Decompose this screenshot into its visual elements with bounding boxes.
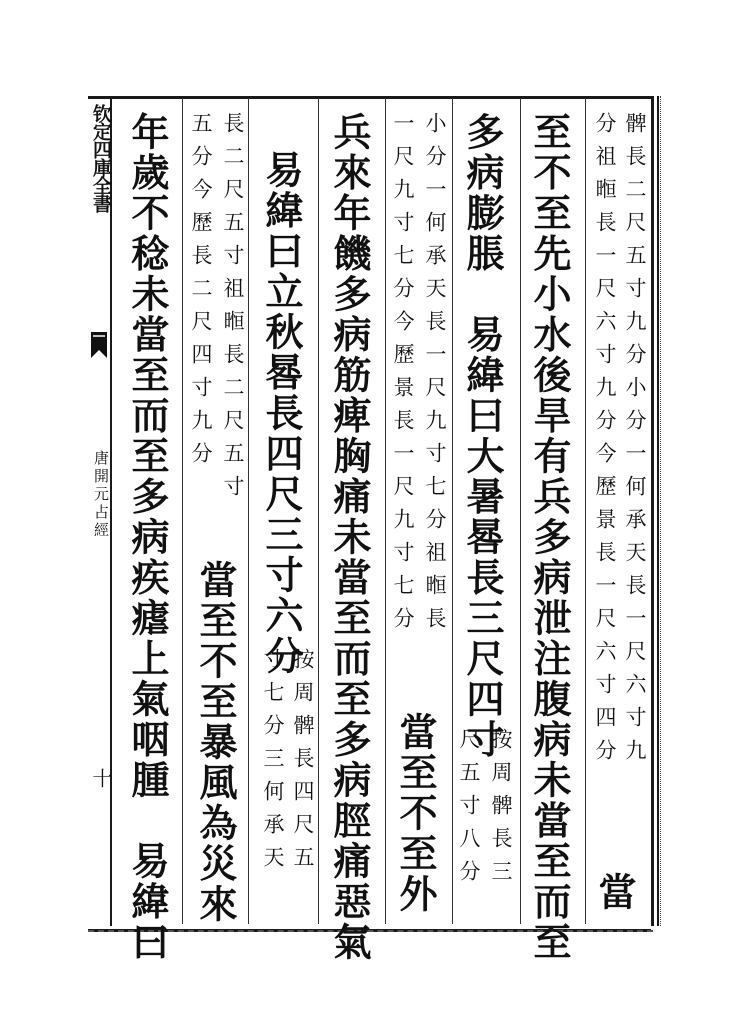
main-text-column: 當 — [592, 872, 637, 913]
right-border — [651, 96, 659, 926]
annotation-line: 長二尺五寸祖暅長二尺五寸 — [221, 112, 245, 508]
main-text-column: 至不至先小水後旱有兵多病泄注腹病未當至而至 — [527, 112, 572, 963]
main-text-column: 當至不至外 — [393, 712, 438, 915]
column-rule — [585, 98, 586, 924]
main-text-column: 兵來年饑多病筋痺胸痛未當至而至多病脛痛惡氣 — [327, 112, 372, 963]
main-text-column: 年歲不稔未當至而至多病疾瘧上氣咽腫 易緯曰 — [125, 112, 170, 963]
column-rule — [182, 98, 183, 924]
annotation-line: 小分一何承天長一尺九寸七分祖暅長 — [423, 112, 447, 640]
main-text-column: 多病膨脹 易緯曰大暑晷長三尺四寸 — [460, 112, 505, 760]
book-title: 钦定四庫全書 — [90, 104, 112, 212]
annotation-line: 一尺九寸七分今歷景長一尺九寸七分 — [391, 112, 415, 640]
annotation-line: 髀長二尺五寸九分小分一何承天長一尺六寸九 — [623, 112, 647, 772]
annotation-line: 尺五寸八分 — [457, 728, 481, 893]
edge-specks — [660, 96, 664, 926]
annotation-line: 按周髀長三 — [489, 728, 513, 893]
annotation-line: 按周髀長四尺五 — [291, 648, 315, 879]
column-rule — [452, 98, 453, 924]
annotation-line: 寸七分三何承天 — [261, 648, 285, 879]
main-text-column: 易緯曰立秋晷長四尺三寸六分 — [259, 150, 304, 677]
annotation-line: 分祖暅長一尺六寸九分今歷景長一尺六寸四分 — [593, 112, 617, 772]
annotation-line: 五分今歷長二尺四寸九分 — [189, 112, 213, 475]
page-number: 十 — [89, 768, 113, 788]
column-rule — [520, 98, 521, 924]
main-text-column: 當至不至暴風為災來 — [193, 560, 238, 925]
column-rule — [385, 98, 386, 924]
column-rule — [318, 98, 319, 924]
column-rule — [248, 98, 249, 924]
source-title: 唐開元占經 — [92, 450, 110, 540]
fish-tail-ornament-icon — [90, 330, 108, 360]
